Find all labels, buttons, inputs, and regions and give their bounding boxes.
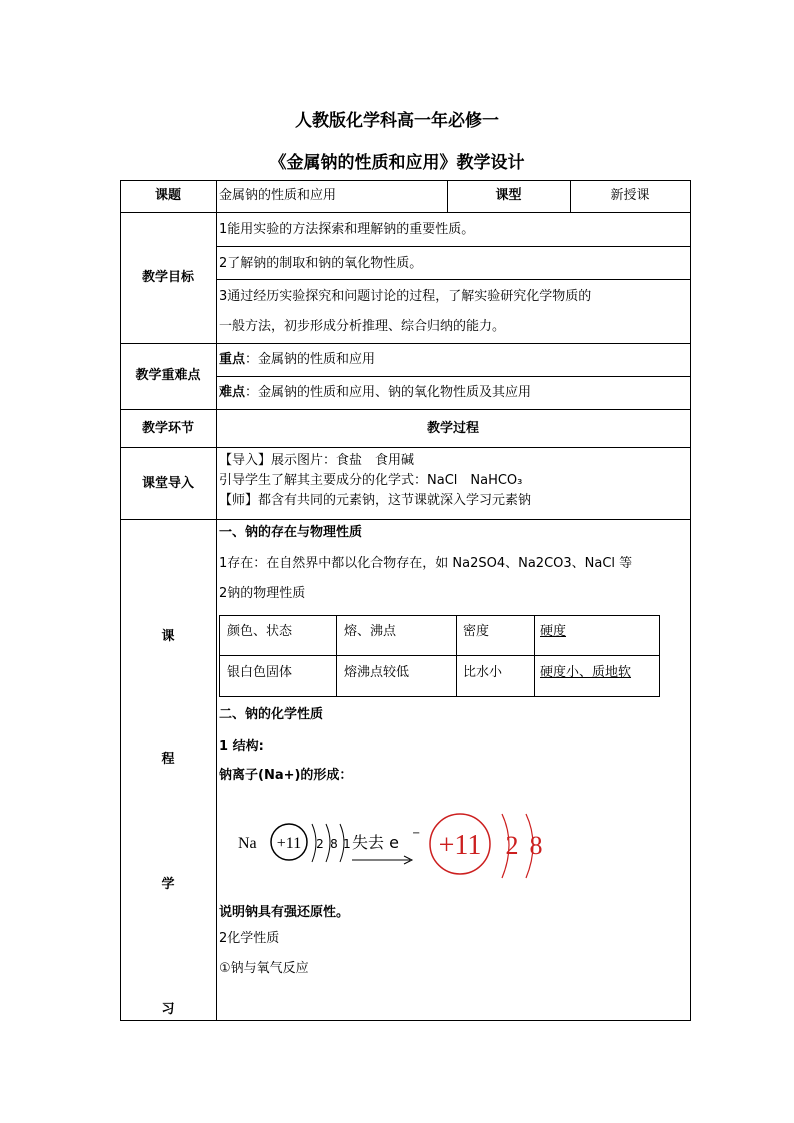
learning-label-char-1: 课 [161, 629, 175, 644]
atom-shell-1: 2 [316, 837, 324, 851]
sodium-ion-formation-diagram [232, 808, 552, 888]
intro-label: 课堂导入 [141, 476, 194, 491]
key-point-prefix: 重点 [219, 352, 246, 367]
goal-1: 1能用实验的方法探索和理解钠的重要性质。 [219, 222, 475, 237]
chem-props-heading: 2化学性质 [219, 931, 280, 946]
topic-label: 课题 [154, 188, 181, 203]
ion-shell-2: 8 [529, 831, 543, 860]
goal-3-line2: 一般方法，初步形成分析推理、综合归纳的能力。 [219, 319, 506, 334]
goal-3-line1: 3通过经历实验探究和问题讨论的过程，了解实验研究化学物质的 [219, 289, 592, 304]
section-2-heading: 二、钠的化学性质 [219, 707, 324, 722]
props-header-hardness: 硬度 [540, 624, 567, 639]
steps-label: 教学环节 [141, 421, 194, 436]
learning-label-char-3: 学 [161, 877, 175, 892]
intro-line-2: 引导学生了解其主要成分的化学式：NaCl NaHCO₃ [219, 473, 523, 488]
props-header-melting: 熔、沸点 [344, 624, 397, 639]
goals-label: 教学目标 [141, 270, 194, 285]
existence-text: 1存在：在自然界中都以化合物存在，如 Na2SO4、Na2CO3、NaCl 等 [219, 556, 633, 571]
difficult-point [219, 384, 531, 402]
atom-symbol: Na [238, 835, 257, 852]
ion-shell-1: 2 [505, 831, 519, 860]
key-points-label: 教学重难点 [135, 368, 201, 383]
conclusion-text: 说明钠具有强还原性。 [219, 905, 350, 920]
props-value-density: 比水小 [463, 665, 503, 680]
electron-minus-sign: − [412, 828, 421, 839]
learning-label-char-4: 习 [161, 1002, 175, 1017]
learning-label-char-2: 程 [161, 752, 175, 767]
atom-shell-2: 8 [330, 837, 338, 851]
intro-line-1: 【导入】展示图片：食盐 食用碱 [219, 453, 415, 468]
props-value-melting: 熔沸点较低 [344, 665, 410, 680]
reaction-1-heading: ①钠与氧气反应 [219, 961, 309, 976]
lesson-type-value: 新授课 [610, 188, 650, 203]
key-point [219, 351, 375, 369]
props-header-density: 密度 [463, 624, 490, 639]
difficult-point-prefix: 难点 [219, 385, 246, 400]
props-header-color: 颜色、状态 [227, 624, 293, 639]
props-value-color: 银白色固体 [227, 665, 293, 680]
goal-2: 2了解钠的制取和钠的氧化物性质。 [219, 256, 423, 271]
props-value-hardness: 硬度小、质地软 [540, 665, 632, 680]
intro-line-3: 【师】都含有共同的元素钠，这节课就深入学习元素钠 [219, 493, 532, 508]
atom-nucleus-charge: +11 [276, 835, 302, 852]
arrow-label: 失去 e [352, 833, 399, 852]
document-title-line1: 人教版化学科高一年必修一 [295, 111, 499, 131]
physical-props-heading: 2钠的物理性质 [219, 586, 306, 601]
difficult-point-text: ：金属钠的性质和应用、钠的氧化物性质及其应用 [245, 385, 532, 400]
lesson-type-label: 课型 [495, 188, 522, 203]
structure-heading: 1 结构: [219, 739, 264, 754]
ion-nucleus-charge: +11 [438, 830, 482, 861]
section-1-heading: 一、钠的存在与物理性质 [219, 525, 363, 540]
atom-shell-3: 1 [343, 837, 351, 851]
process-header: 教学过程 [426, 421, 479, 436]
document-title-line2: 《金属钠的性质和应用》教学设计 [269, 153, 525, 173]
ion-formation-heading: 钠离子(Na+)的形成： [219, 768, 353, 783]
topic-value: 金属钠的性质和应用 [219, 188, 337, 203]
key-point-text: ：金属钠的性质和应用 [245, 352, 376, 367]
